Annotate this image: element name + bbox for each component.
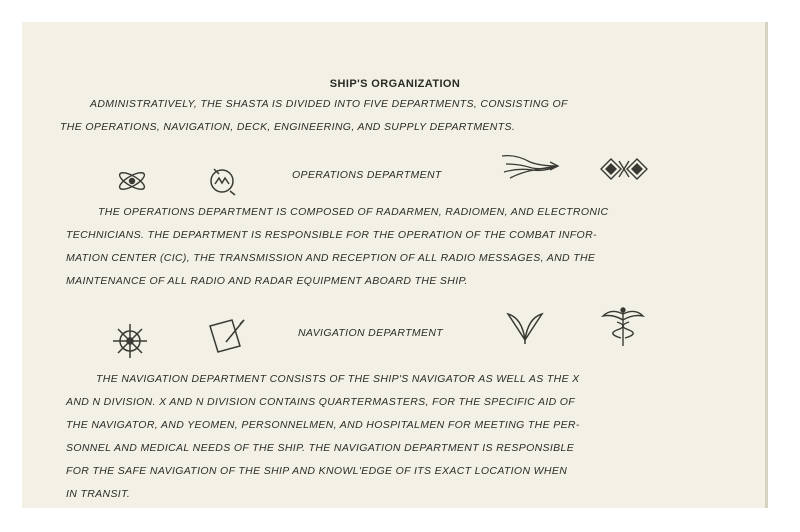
signal-flags-icon <box>597 155 651 183</box>
operations-line: THE OPERATIONS DEPARTMENT IS COMPOSED OF RADARMEN, RADIOMEN, AND ELECTRONIC <box>98 206 609 218</box>
operations-line: MATION CENTER (CIC), THE TRANSMISSION AND RECEPTION OF ALL RADIO MESSAGES, AND THE <box>66 252 596 264</box>
caduceus-icon <box>600 306 646 348</box>
electronics-technician-rating-icon <box>500 152 562 182</box>
navigation-line: THE NAVIGATOR, AND YEOMEN, PERSONNELMEN, AND HOSPITALMEN FOR MEETING THE PER- <box>66 419 580 431</box>
navigation-line: FOR THE SAFE NAVIGATION OF THE SHIP AND KNOWL'EDGE OF ITS EXACT LOCATION WHEN <box>66 465 568 477</box>
radioman-rating-icon <box>115 168 149 194</box>
operations-heading: OPERATIONS DEPARTMENT <box>292 169 442 181</box>
intro-line: THE OPERATIONS, NAVIGATION, DECK, ENGINEERING, AND SUPPLY DEPARTMENTS. <box>60 121 516 133</box>
radarman-rating-icon <box>206 163 240 197</box>
operations-line: TECHNICIANS. THE DEPARTMENT IS RESPONSIBLE FOR THE OPERATION OF THE COMBAT INFOR- <box>66 229 597 241</box>
navigation-line: AND N DIVISION. X AND N DIVISION CONTAINS QUARTERMASTERS, FOR THE SPECIFIC AID OF <box>66 396 576 408</box>
intro-paragraph <box>60 98 568 144</box>
personnelman-rating-icon <box>504 310 546 346</box>
yeoman-quill-icon <box>206 316 248 356</box>
navigation-paragraph <box>66 373 580 511</box>
navigation-line: THE NAVIGATION DEPARTMENT CONSISTS OF THE SHIP'S NAVIGATOR AS WELL AS THE X <box>96 373 580 385</box>
operations-paragraph <box>66 206 608 298</box>
operations-line: MAINTENANCE OF ALL RADIO AND RADAR EQUIPMENT ABOARD THE SHIP. <box>66 275 468 287</box>
page-title: SHIP'S ORGANIZATION <box>329 78 461 90</box>
page-edge <box>765 22 768 508</box>
navigation-line: IN TRANSIT. <box>66 488 131 500</box>
navigation-heading: NAVIGATION DEPARTMENT <box>298 327 444 339</box>
document-page <box>22 22 768 508</box>
navigation-line: SONNEL AND MEDICAL NEEDS OF THE SHIP. THE NAVIGATION DEPARTMENT IS RESPONSIBLE <box>66 442 575 454</box>
ships-wheel-icon <box>111 322 149 360</box>
intro-line: ADMINISTRATIVELY, THE SHASTA IS DIVIDED INTO FIVE DEPARTMENTS, CONSISTING OF <box>90 98 568 110</box>
